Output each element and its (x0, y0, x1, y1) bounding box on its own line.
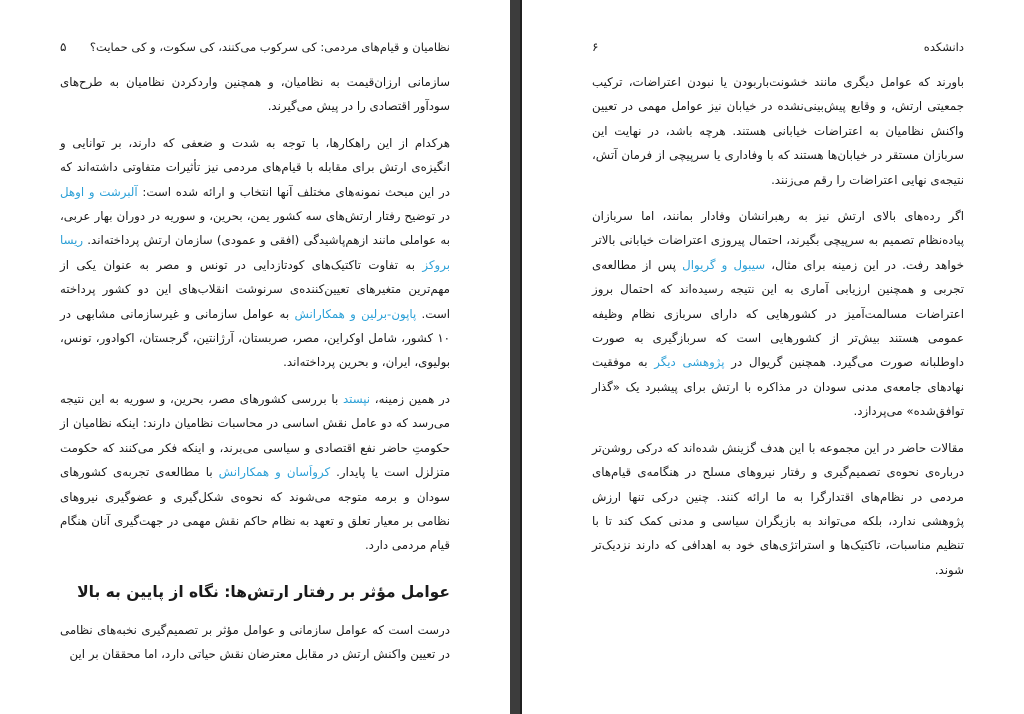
citation-link[interactable]: ریسا بروکز (60, 233, 450, 272)
paragraph (60, 70, 450, 119)
right-page (522, 0, 1024, 714)
paragraph-text: به عوامل سازمانی و غیرسازمانی مشابهی در ۱۰ کشور، شامل اوکراین، مصر، صربستان، آرژانتین، گرجستان، اکوادور، تونس، بولیوی، ایران، و بحرین پرداخته‌اند. (60, 306, 450, 370)
paragraph (60, 131, 450, 375)
paragraph-text: هرکدام از این راهکارها، با توجه به شدت و ضعفی که دارند، بر توانایی و انگیزه‌ی ارتش برای مقابله با قیام‌های مردمی نیز تأثیرات متفاوتی داشته‌اند که در این مبحث نمونه‌های مختلف آنها انتخاب و ارائه شده است: (60, 135, 450, 199)
paragraph (592, 436, 964, 582)
citation-link[interactable]: کرواَسان و همکارانش (218, 465, 331, 480)
paragraph (592, 70, 964, 192)
paragraph-text: با مطالعه‌ی تجربه‌ی کشورهای سودان و برمه متوجه می‌شوند که نحوه‌ی شکل‌گیری و عضوگیری نیروهای نظامی بر معیار تعلق و تعهد به نظام حاکم نقش مهمی در جهت‌گیری آنان هنگام قیام مردمی دارد. (60, 465, 450, 553)
citation-link[interactable]: نپستد (342, 391, 371, 406)
right-page-header (592, 40, 964, 54)
paragraph (60, 387, 450, 558)
paragraph-text: به تفاوت تاکتیک‌های کودتازدایی در تونس و مصر به عنوان یکی از مهم‌ترین متغیرهای تعیین‌کننده‌ی سرنوشت انقلاب‌های این دو کشور پرداخته است. (60, 257, 451, 321)
paragraph-text: درست است که عوامل سازمانی و عوامل مؤثر بر تصمیم‌گیری نخبه‌های نظامی در تعیین واکنش ارتش در مقابل معترضان نقش حیاتی دارد، اما محققان بر این (60, 622, 450, 662)
citation-link[interactable]: پاپون-برلین و همکارانش (294, 306, 417, 321)
paragraph (592, 204, 964, 424)
paragraph-text: پس از مطالعه‌ی تجربی و همچنین ارزیابی آماری به این نتیجه رسیده‌اند که احتمال بروز اعتراضات مسالمت‌آمیز در کشورهایی که دارای سربازی نظام وظیفه عمومی هستند بیش‌تر از کشورهایی است که سربازگیری به صورت داوطلبانه صورت می‌گیرد. همچنین گریوال در (592, 257, 964, 370)
citation-link[interactable]: آلبرشت و اوهل (60, 184, 138, 199)
paragraph-text: اگر رده‌های بالای ارتش نیز به رهبرانشان وفادار بمانند، اما سربازان پیاده‌نظام تصمیم به سرپیچی بگیرند، احتمال پیروزی اعتراضات خیابانی بالاتر خواهد رفت. در این زمینه برای مثال، (592, 209, 964, 272)
paragraph-text: سازمانی ارزان‌قیمت به نظامیان، و همچنین واردکردن نظامیان به طرح‌های سودآور اقتصادی را در پیش می‌گیرند. (60, 75, 450, 114)
left-page (0, 0, 510, 714)
page-number: ۶ (592, 40, 599, 54)
paragraph-text: در همین زمینه، (374, 391, 451, 406)
paragraph-text: در توضیح رفتار ارتش‌های سه کشور یمن، بحرین، و سوریه در دوران بهار عربی، به عواملی مانند ازهم‌پاشیدگی (افقی و عمودی) سازمان ارتش پرداخته‌اند. (60, 209, 451, 248)
paragraph-text: مقالات حاضر در این مجموعه با این هدف گزینش شده‌اند که درکی روشن‌تر درباره‌ی نحوه‌ی تصمیم‌گیری و رفتار نیروهای مسلح در هنگامه‌ی قیام‌های مردمی در نظام‌های اقتدارگرا به ما ارائه کنند. چنین درکی تنها ارزش پژوهشی ندارد، بلکه می‌تواند به بازیگران سیاسی و مدنی کمک کند تا با تنظیم مناسبات، تاکتیک‌ها و استراتژی‌های خود به اهدافی که دارند نزدیک‌تر شوند. (592, 440, 964, 577)
running-title: نظامیان و قیام‌های مردمی: کی سرکوب می‌کنند، کی سکوت، و کی حمایت؟ (89, 40, 450, 54)
paragraph-text: باورند که عوامل دیگری مانند خشونت‌بار‌بودن یا نبودن اعتراضات، ترکیب جمعیتی ارتش، و وقایع پیش‌بینی‌نشده در خیابان نیز عوامل مهمی در تعیین واکنش نظامیان به اعتراضات خیابانی هستند. هرچه باشد، در نهایت این سربازان مستقر در خیابان‌ها هستند که با وفاداری یا سرپیچی از فرمان آتش، نتیجه‌ی نهایی اعتراضات را رقم می‌زنند. (592, 75, 964, 187)
section-heading: عوامل مؤثر بر رفتار ارتش‌ها: نگاه از پایین به بالا (77, 582, 450, 601)
paragraph-text: به موفقیت نهادهای جامعه‌ی مدنی سودان در مذاکره با ارتش برای پیشبرد یک «گذار توافق‌شده» می‌پردازد. (592, 355, 964, 419)
left-page-header (60, 40, 450, 54)
citation-link[interactable]: پژوهشی دیگر (654, 355, 725, 370)
paragraph (60, 618, 450, 667)
running-title: دانشکده (923, 40, 964, 54)
paragraph-text: با بررسی کشورهای مصر، بحرین، و سوریه به این نتیجه می‌رسد که دو عامل نقش اساسی در محاسبات نظامیان دارند: اینکه نظامیان از حکومتِ حاضر نفع اقتصادی و سیاسی می‌برند، و اینکه فکر می‌کنند که حکومت متزلزل است یا پایدار. (60, 391, 451, 480)
citation-link[interactable]: سیبول و گریوال (682, 257, 766, 272)
page-number: ۵ (60, 40, 67, 54)
